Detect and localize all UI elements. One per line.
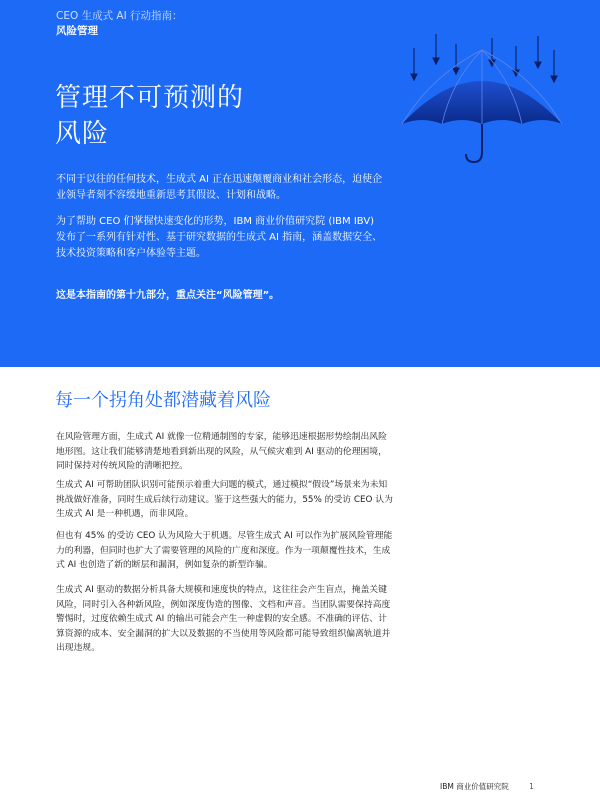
publisher-name: IBM 商业价值研究院 — [440, 782, 509, 791]
part-note: 这是本指南的第十九部分，重点关注“风险管理”。 — [56, 290, 280, 301]
body-paragraph-1: 在风险管理方面，生成式 AI 就像一位精通制图的专家，能够迅速根据形势绘制出风险地形图。这让我们能够清楚地看到新出现的风险，从气候灾难到 AI 驱动的伦理困境，同时保持对传统风险的清晰把控。 — [56, 432, 387, 471]
body-paragraph-2: 生成式 AI 可帮助团队识别可能预示着重大问题的模式，通过模拟“假设”场景来为未知挑战做好准备，同时生成后续行动建议。鉴于这些强大的能力，55% 的受访 CEO 认为生成式 AI 是一种机遇，而非风险。 — [56, 480, 393, 519]
page-number: 1 — [529, 782, 534, 791]
page-footer — [440, 781, 534, 792]
hero-banner — [0, 0, 600, 367]
page-title — [55, 80, 244, 152]
guide-series: CEO 生成式 AI 行动指南： — [56, 10, 183, 22]
body-paragraph-4: 生成式 AI 驱动的数据分析具备大规模和速度快的特点，这往往会产生盲点，掩盖关键风险，同时引入各种新风险，例如深度伪造的图像、文档和声音。当团队需要保持高度警惕时，过度依赖生成式 AI 的输出可能会产生一种虚假的安全感。不准确的评估、计算资源的成本、安全漏洞的扩大以及数据的不当使用等风险都可能导致组织偏离轨道并出现违规。 — [56, 585, 391, 653]
title-line-1: 管理不可预测的 — [55, 83, 245, 113]
guide-topic: 风险管理 — [56, 25, 98, 37]
body-paragraph-3: 但也有 45% 的受访 CEO 认为风险大于机遇。尽管生成式 AI 可以作为扩展风险管理能力的利器，但同时也扩大了需要管理的风险的广度和深度。作为一项颠覆性技术，生成式 AI 也创造了新的断层和漏洞，例如复杂的新型诈骗。 — [56, 531, 393, 570]
section-heading: 每一个拐角处都潜藏着风险 — [55, 390, 271, 411]
context-paragraph: 为了帮助 CEO 们掌握快速变化的形势，IBM 商业价值研究院 (IBM IBV) 发布了一系列有针对性、基于研究数据的生成式 AI 指南，涵盖数据安全、技术投资策略和客户体验等主题。 — [56, 216, 383, 259]
intro-paragraph: 不同于以往的任何技术，生成式 AI 正在迅速颠覆商业和社会形态，迫使企业领导者刻不容缓地重新思考其假设、计划和战略。 — [56, 174, 383, 201]
title-line-2: 风险 — [55, 119, 110, 149]
umbrella-illustration-icon — [392, 30, 572, 170]
